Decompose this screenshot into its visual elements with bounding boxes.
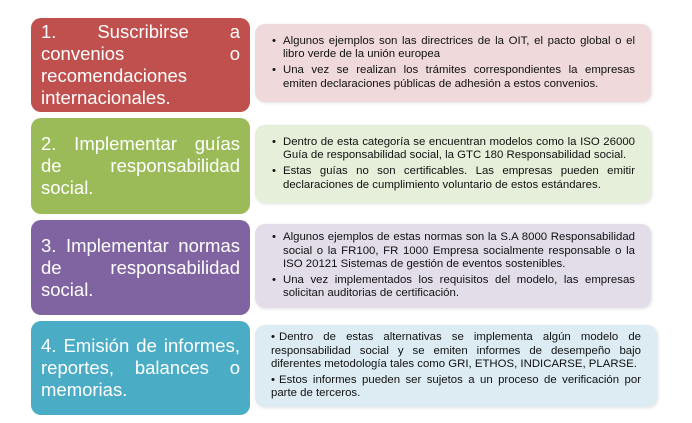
step-2-bullet-2: • Estas guías no son certificables. Las empresas pueden emitir declaraciones de cumplimiento voluntario de estos estándares.: [283, 165, 635, 192]
step-1-title-box: [31, 18, 250, 112]
step-2-title: 2. Implementar guías de responsabilidad social.: [41, 133, 240, 198]
step-1-bullet-2: • Una vez se realizan los trámites correspondientes la empresas emiten declaraciones públicas de adhesión a estos convenios.: [283, 64, 635, 91]
step-3-title-box: [31, 220, 250, 315]
step-4-title-box: [31, 321, 250, 415]
step-2-title-box: [31, 118, 250, 214]
step-4-bullet-1: • Dentro de estas alternativas se implementa algún modelo de responsabilidad social y se emiten informes de desempeño bajo diferentes metodología tales como GRI, ETHOS, INDICARSE, PLARSE.: [271, 331, 641, 372]
step-3-bullet-1: • Algunos ejemplos de estas normas son la S.A 8000 Responsabilidad social o la FR100, FR 1000 Empresa socialmente responsable o la ISO 20121 Sistemas de gestión de eventos sostenibles.: [283, 231, 635, 272]
step-4-bullet-2: • Estos informes pueden ser sujetos a un proceso de verificación por parte de terceros.: [271, 374, 641, 401]
step-4-title: 4. Emisión de informes, reportes, balances o memorias.: [41, 335, 240, 400]
step-3-title: 3. Implementar normas de responsabilidad social.: [41, 234, 240, 300]
step-1-bullet-1: • Algunos ejemplos son las directrices de la OIT, el pacto global o el libro verde de la unión europea: [283, 35, 635, 62]
step-2-bullet-1: • Dentro de esta categoría se encuentran modelos como la ISO 26000 Guía de responsabilidad social, la GTC 180 Responsabilidad social.: [283, 136, 635, 163]
step-4-description-box: [255, 325, 657, 407]
step-2-description-box: [255, 125, 651, 203]
step-1-title: 1. Suscribirse a convenios o recomendaciones internacionales.: [41, 21, 240, 108]
step-3-description-box: [255, 224, 651, 308]
step-3-bullet-2: • Una vez implementados los requisitos del modelo, las empresas solicitan auditorias de certificación.: [283, 274, 635, 301]
step-1-description-box: [255, 24, 651, 102]
